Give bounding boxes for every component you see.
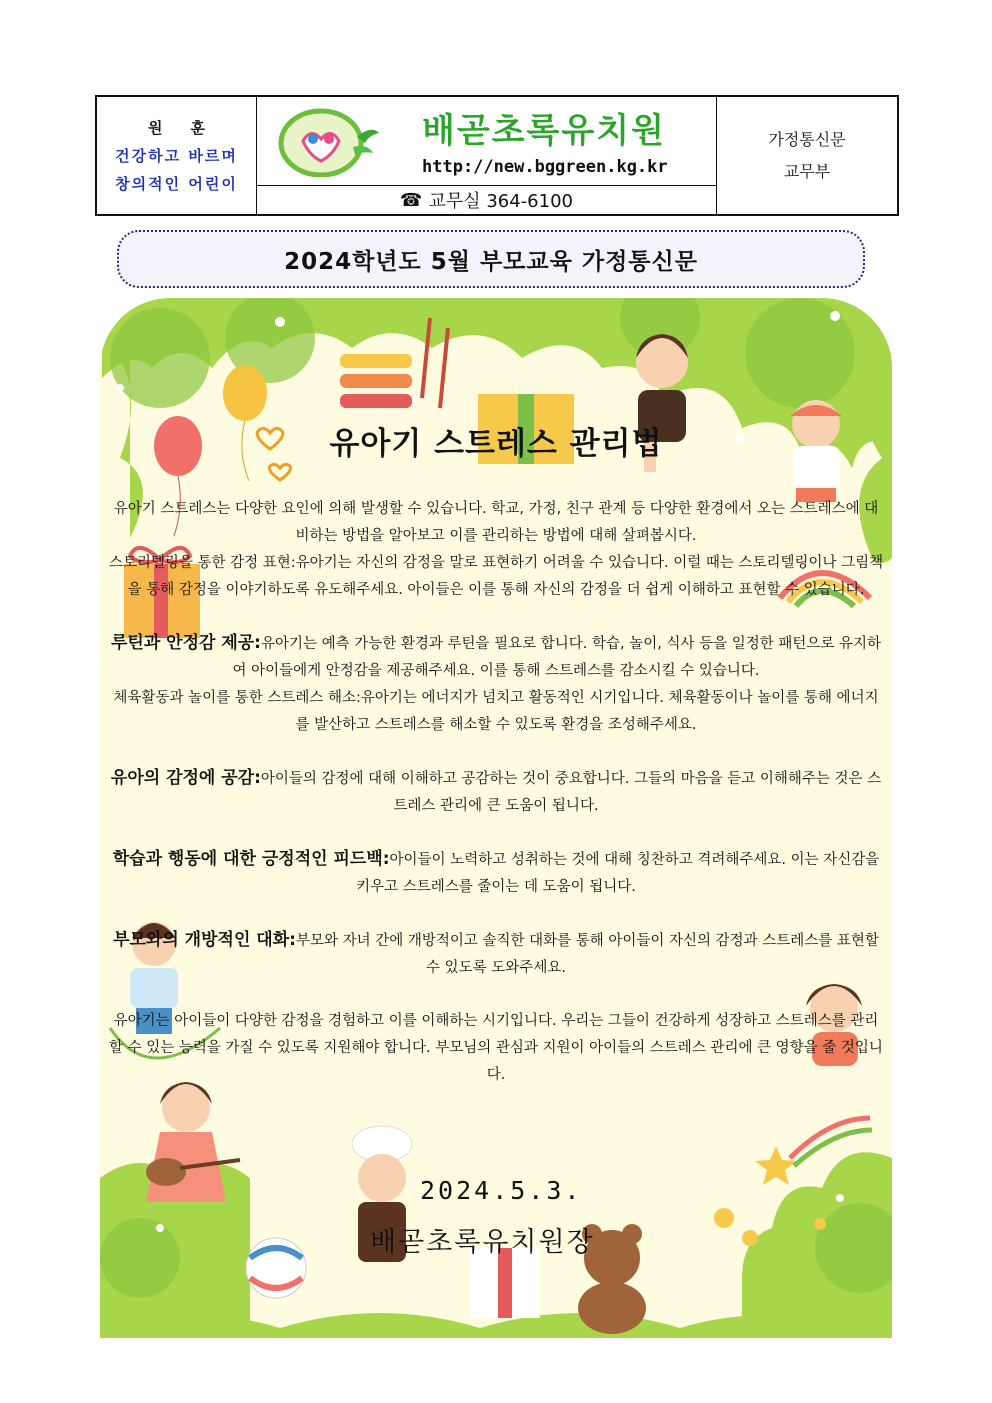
school-name: 배곧초록유치원 bbox=[422, 111, 666, 151]
section-empathy bbox=[108, 765, 884, 820]
section-body: 아이들의 감정에 대해 이해하고 공감하는 것이 중요합니다. 그들의 마음을 듣고 이해해주는 것은 스트레스 관리에 큰 도움이 됩니다. bbox=[260, 771, 882, 814]
section-body: 유아기는 에너지가 넘치고 활동적인 시기입니다. 체육활동이나 놀이를 통해 에너지를 발산하고 스트레스를 해소할 수 있도록 환경을 조성해주세요. bbox=[295, 690, 879, 733]
intro-paragraph: 유아기 스트레스는 다양한 요인에 의해 발생할 수 있습니다. 학교, 가정, 친구 관계 등 다양한 환경에서 오는 스트레스에 대비하는 방법을 알아보고 이를 관리하는 방법에 대해 살펴봅시다. bbox=[113, 501, 879, 544]
section-body: 유아기는 자신의 감정을 말로 표현하기 어려울 수 있습니다. 이럴 때는 스토리텔링이나 그림책을 통해 감정을 이야기하도록 유도해주세요. 아이들은 이를 통해 자신의 감정을 더 쉽게 이해하고 표현할 수 있습니다. bbox=[127, 555, 884, 598]
phone-label: 교무실 364-6100 bbox=[428, 191, 573, 212]
motto-cell bbox=[97, 97, 257, 214]
section-head: 루틴과 안정감 제공: bbox=[110, 633, 261, 653]
school-url-link[interactable]: http://new.bggreen.kg.kr bbox=[422, 157, 668, 177]
letterhead-table bbox=[95, 95, 899, 216]
poster-title: 유아기 스트레스 관리법 bbox=[329, 426, 663, 462]
section-head: 체육활동과 놀이를 통한 스트레스 해소: bbox=[113, 690, 361, 706]
section-head: 부모와의 개방적인 대화: bbox=[113, 930, 296, 950]
newsletter-title-banner: 2024학년도 5월 부모교육 가정통신문 bbox=[117, 230, 865, 288]
doc-info-cell bbox=[717, 97, 897, 214]
section-storytelling bbox=[108, 550, 884, 604]
signer: 배곧초록유치원장 bbox=[370, 1227, 595, 1258]
section-body: 유아기는 예측 가능한 환경과 루틴을 필요로 합니다. 학습, 놀이, 식사 등을 일정한 패턴으로 유지하여 아이들에게 안정감을 제공해주세요. 이를 통해 스트레스를 감소시킬 수 있습니다. bbox=[232, 636, 882, 679]
section-head: 유아의 감정에 공감: bbox=[110, 768, 261, 788]
section-open-talk bbox=[108, 927, 884, 982]
section-feedback bbox=[108, 846, 884, 901]
phone-icon: ☎ bbox=[400, 189, 423, 211]
department: 교무부 bbox=[783, 161, 831, 181]
motto-line-1: 건강하고 바르며 bbox=[115, 146, 238, 165]
motto-title: 원훈 bbox=[148, 118, 233, 137]
section-head: 학습과 행동에 대한 긍정적인 피드백: bbox=[112, 849, 390, 869]
motto-line-2: 창의적인 어린이 bbox=[115, 174, 238, 193]
section-head: 스토리텔링을 통한 감정 표현: bbox=[108, 555, 296, 571]
poster bbox=[100, 298, 892, 1338]
issue-date: 2024.5.3. bbox=[420, 1176, 583, 1205]
section-body: 아이들이 노력하고 성취하는 것에 대해 칭찬하고 격려해주세요. 이는 자신감을 키우고 스트레스를 줄이는 데 도움이 됩니다. bbox=[356, 852, 880, 895]
section-routine bbox=[108, 630, 884, 685]
school-info-cell bbox=[257, 97, 717, 214]
school-logo-icon bbox=[273, 107, 383, 177]
section-body: 부모와 자녀 간에 개방적이고 솔직한 대화를 통해 아이들이 자신의 감정과 스트레스를 표현할 수 있도록 도와주세요. bbox=[295, 933, 879, 976]
doc-type: 가정통신문 bbox=[768, 129, 846, 149]
phone-line bbox=[257, 186, 716, 214]
section-physical-activity bbox=[108, 685, 884, 739]
closing-paragraph: 유아기는 아이들이 다양한 감정을 경험하고 이를 이해하는 시기입니다. 우리는 그들이 건강하게 성장하고 스트레스를 관리할 수 있는 능력을 가질 수 있도록 지원해야 합니다. 부모님의 관심과 지원이 아이들의 스트레스 관리에 큰 영향을 줄 것입니다. bbox=[109, 1013, 883, 1083]
article-body bbox=[108, 496, 884, 1089]
